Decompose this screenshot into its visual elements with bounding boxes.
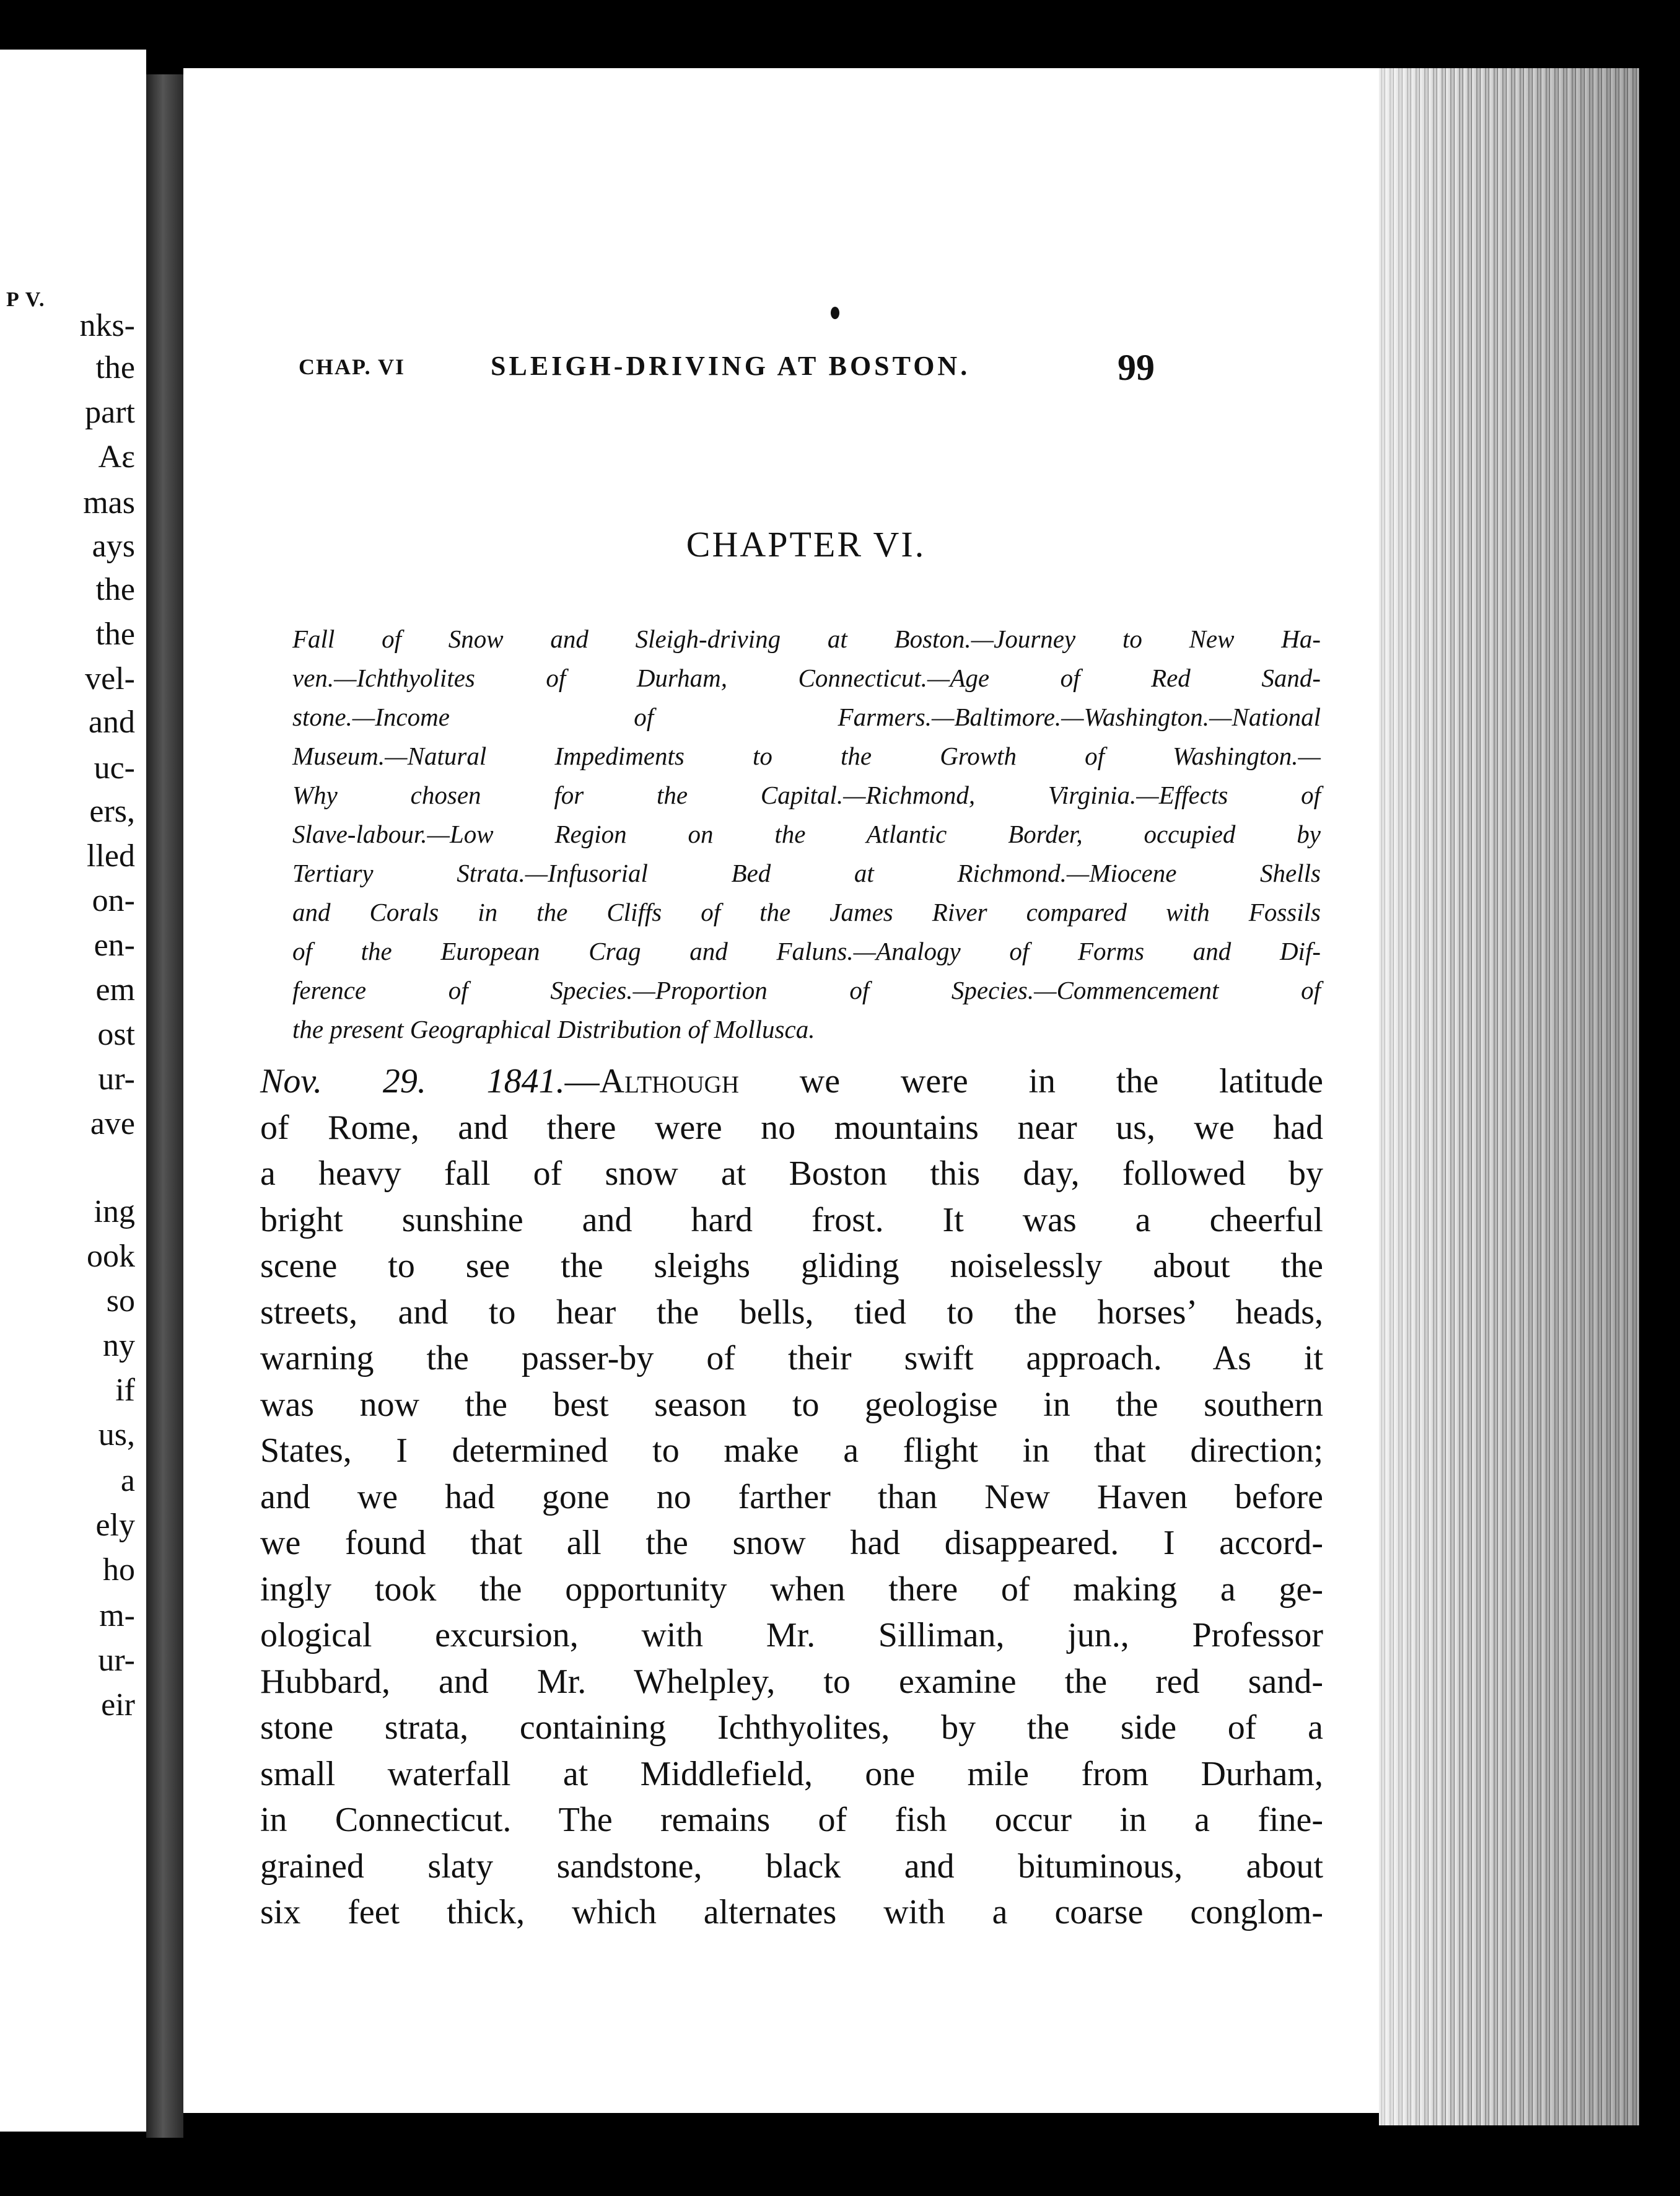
ink-mark bbox=[831, 307, 839, 319]
facing-page-fragment-line: ur- bbox=[98, 1061, 135, 1097]
facing-page-fragment-line: em bbox=[95, 972, 135, 1008]
synopsis-line: ference of Species.—Proportion of Species.—Commencement of bbox=[292, 976, 1321, 1004]
running-head-title: SLEIGH-DRIVING AT BOSTON. bbox=[491, 351, 971, 381]
facing-page-fragment-line: ost bbox=[97, 1017, 135, 1052]
facing-page-fragment-line: lled bbox=[87, 838, 135, 874]
chapter-title: CHAPTER VI. bbox=[686, 524, 926, 564]
facing-page-running-head: P V. bbox=[6, 288, 46, 311]
synopsis-line: Slave-labour.—Low Region on the Atlantic Border, occupied by bbox=[292, 820, 1321, 848]
facing-page-fragment-line: us, bbox=[98, 1417, 135, 1452]
facing-page-fragment-line: the bbox=[95, 572, 135, 607]
facing-page-fragment-line: ely bbox=[95, 1508, 135, 1543]
body-line: bright sunshine and hard frost. It was a cheerful bbox=[260, 1200, 1323, 1239]
facing-page-fragment bbox=[0, 50, 146, 2132]
body-first-line bbox=[260, 1058, 1323, 1105]
synopsis-line: Why chosen for the Capital.—Richmond, Virginia.—Effects of bbox=[292, 781, 1321, 809]
facing-page-fragment-line: if bbox=[115, 1372, 135, 1408]
chapter-synopsis bbox=[292, 620, 1321, 1049]
facing-page-fragment-line: on- bbox=[92, 883, 135, 918]
facing-page-fragment-line: ny bbox=[103, 1328, 135, 1363]
facing-page-fragment-line: the bbox=[95, 350, 135, 385]
synopsis-line: Museum.—Natural Impediments to the Growth of Washington.— bbox=[292, 742, 1321, 770]
facing-page-fragment-line: uc- bbox=[94, 750, 135, 786]
body-line: a heavy fall of snow at Boston this day, followed by bbox=[260, 1154, 1323, 1193]
facing-page-fragment-line: ays bbox=[92, 529, 135, 564]
synopsis-line: stone.—Income of Farmers.—Baltimore.—Washington.—National bbox=[292, 703, 1321, 731]
body-line: small waterfall at Middlefield, one mile from Durham, bbox=[260, 1754, 1323, 1793]
synopsis-line: ven.—Ichthyolites of Durham, Connecticut.—Age of Red Sand- bbox=[292, 664, 1321, 692]
body-line: ingly took the opportunity when there of making a ge- bbox=[260, 1570, 1323, 1609]
body-text bbox=[260, 1058, 1323, 1936]
body-line: in Connecticut. The remains of fish occur in a fine- bbox=[260, 1801, 1323, 1839]
facing-page-fragment-line: ho bbox=[103, 1552, 135, 1588]
synopsis-line: Fall of Snow and Sleigh-driving at Boston.—Journey to New Ha- bbox=[292, 625, 1321, 653]
facing-page-fragment-line: and bbox=[88, 705, 135, 740]
body-line: warning the passer-by of their swift approach. As it bbox=[260, 1339, 1323, 1377]
body-line: grained slaty sandstone, black and bituminous, about bbox=[260, 1847, 1323, 1886]
body-line: Hubbard, and Mr. Whelpley, to examine the red sand- bbox=[260, 1662, 1323, 1701]
body-line: streets, and to hear the bells, tied to the horses’ heads, bbox=[260, 1293, 1323, 1332]
entry-dash: — bbox=[564, 1062, 600, 1100]
facing-page-fragment-line: eir bbox=[101, 1687, 135, 1723]
body-line: ological excursion, with Mr. Silliman, jun., Professor bbox=[260, 1616, 1323, 1654]
facing-page-fragment-line: part bbox=[85, 395, 135, 430]
body-line: six feet thick, which alternates with a coarse conglom- bbox=[260, 1893, 1323, 1931]
facing-page-fragment-line: ing bbox=[94, 1194, 135, 1229]
body-line: of Rome, and there were no mountains near us, we had bbox=[260, 1108, 1323, 1147]
book-gutter bbox=[146, 74, 183, 2138]
synopsis-line: the present Geographical Distribution of Mollusca. bbox=[292, 1015, 815, 1043]
facing-page-fragment-line: mas bbox=[83, 485, 135, 520]
running-head bbox=[183, 347, 1391, 400]
synopsis-line: Tertiary Strata.—Infusorial Bed at Richmond.—Miocene Shells bbox=[292, 859, 1321, 887]
facing-page-fragment-line: nks- bbox=[79, 308, 135, 343]
facing-page-fragment-line: m- bbox=[99, 1598, 135, 1633]
book-page bbox=[183, 68, 1391, 2113]
first-line-rest: we were in the latitude bbox=[739, 1062, 1323, 1100]
facing-page-fragment-line: ook bbox=[87, 1239, 135, 1274]
facing-page-fragment-line: vel- bbox=[85, 661, 135, 696]
body-line: stone strata, containing Ichthyolites, by the side of a bbox=[260, 1708, 1323, 1747]
page-edges-shading bbox=[1379, 68, 1639, 2125]
lead-word: Although bbox=[599, 1062, 739, 1100]
facing-page-fragment-line: the bbox=[95, 617, 135, 652]
synopsis-line: and Corals in the Cliffs of the James River compared with Fossils bbox=[292, 898, 1321, 926]
running-head-chapter: CHAP. VI bbox=[299, 354, 406, 379]
body-line: and we had gone no farther than New Haven before bbox=[260, 1477, 1323, 1516]
synopsis-line: of the European Crag and Faluns.—Analogy of Forms and Dif- bbox=[292, 937, 1321, 965]
facing-page-fragment-line: a bbox=[120, 1463, 135, 1498]
body-line: States, I determined to make a flight in that direction; bbox=[260, 1431, 1323, 1470]
facing-page-fragment-line: ur- bbox=[98, 1643, 135, 1678]
page-number: 99 bbox=[1118, 347, 1155, 388]
facing-page-fragment-line: ers, bbox=[89, 794, 135, 829]
facing-page-fragment-line: ave bbox=[90, 1106, 135, 1141]
body-lines bbox=[260, 1105, 1323, 1936]
facing-page-fragment-line: en- bbox=[94, 928, 135, 963]
facing-page-fragment-line: so bbox=[106, 1283, 135, 1319]
body-line: scene to see the sleighs gliding noiselessly about the bbox=[260, 1247, 1323, 1285]
facing-page-fragment-line: Aε bbox=[98, 439, 135, 475]
entry-date: Nov. 29. 1841. bbox=[260, 1062, 565, 1100]
body-line: was now the best season to geologise in the southern bbox=[260, 1385, 1323, 1424]
body-line: we found that all the snow had disappeared. I accord- bbox=[260, 1524, 1323, 1562]
